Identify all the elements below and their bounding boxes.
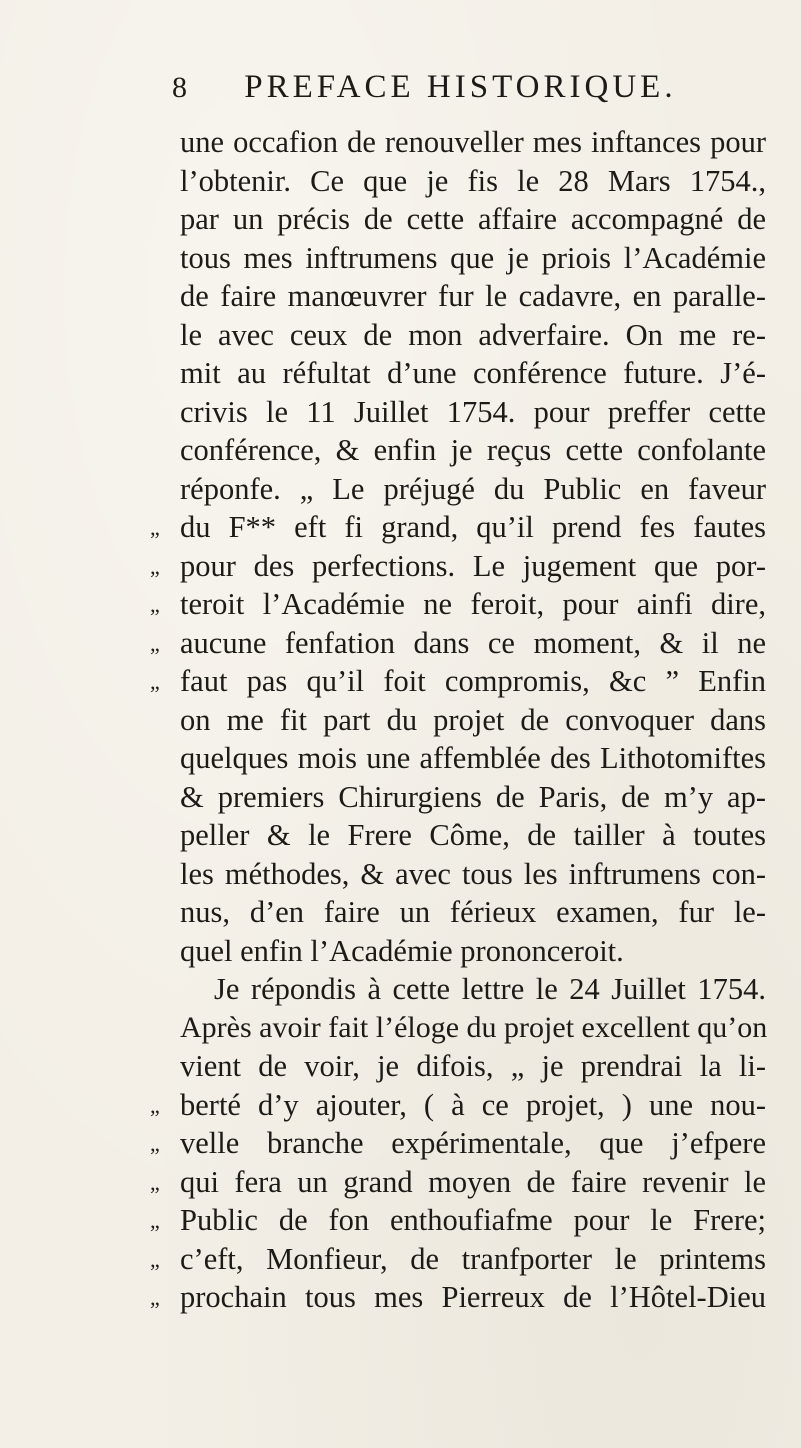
quotation-mark: „ (150, 1169, 160, 1195)
line-text: qui fera un grand moyen de faire revenir le (180, 1164, 766, 1199)
line-text: une occafion de renouveller mes inftances pour (180, 125, 766, 159)
line-text: berté d’y ajouter, ( à ce projet, ) une nou- (180, 1087, 766, 1122)
quotation-mark: „ (150, 630, 160, 656)
line-text: on me fit part du projet de convoquer dans (180, 702, 766, 737)
quotation-mark: „ (150, 669, 160, 694)
line-text: nus, d’en faire un férieux examen, fur le- (180, 895, 766, 929)
line-text: conférence, & enfin je reçus cette confolante (180, 433, 766, 467)
text-line (180, 470, 766, 509)
line-text: pour des perfections. Le jugement que por- (180, 548, 766, 583)
text-line (180, 277, 766, 316)
text-line (180, 970, 766, 1009)
text-line (180, 431, 766, 470)
text-line (150, 547, 766, 586)
text-line (180, 1047, 766, 1086)
line-text: le avec ceux de mon adverfaire. On me re- (180, 317, 766, 352)
quotation-mark: „ (150, 1131, 160, 1156)
text-line (150, 585, 766, 624)
text-line (180, 316, 766, 355)
text-line (150, 1278, 766, 1317)
line-text: peller & le Frere Côme, de tailler à toutes (180, 818, 766, 852)
text-line (150, 1240, 766, 1279)
line-text: l’obtenir. Ce que je fis le 28 Mars 1754., (180, 163, 766, 198)
line-text: par un précis de cette affaire accompagné de (180, 202, 766, 236)
text-line (180, 123, 766, 162)
page-header (172, 62, 692, 112)
text-line (180, 354, 766, 393)
line-text: & premiers Chirurgiens de Paris, de m’y ap- (180, 779, 766, 814)
line-text: quel enfin l’Académie prononceroit. (180, 933, 624, 968)
body-text (150, 123, 768, 1317)
text-line (180, 1009, 766, 1048)
line-text: du F** eft fi grand, qu’il prend fes fautes (180, 510, 766, 544)
line-text: Je répondis à cette lettre le 24 Juillet 1754. (214, 972, 766, 1006)
text-line (180, 739, 766, 778)
line-text: Public de fon enthoufiafme pour le Frere; (180, 1203, 766, 1237)
text-line (180, 778, 766, 817)
quotation-mark: „ (150, 592, 160, 617)
line-text: les méthodes, & avec tous les inftrumens con- (180, 856, 766, 891)
line-text: vient de voir, je difois, „ je prendrai la li- (180, 1049, 766, 1083)
text-line (180, 932, 766, 971)
line-text: réponfe. „ Le préjugé du Public en faveur (180, 471, 766, 506)
line-text: crivis le 11 Juillet 1754. pour preffer cette (180, 394, 766, 429)
text-line (150, 624, 766, 663)
text-line (180, 393, 766, 432)
line-text: teroit l’Académie ne feroit, pour ainfi dire, (180, 587, 766, 621)
line-text: quelques mois une affemblée des Lithotomiftes (180, 741, 766, 775)
line-text: Après avoir fait l’éloge du projet excellent qu’on (180, 1010, 768, 1044)
text-line (150, 508, 766, 547)
text-line (150, 662, 766, 701)
text-line (180, 893, 766, 932)
page-number: 8 (172, 71, 187, 104)
quotation-mark: „ (150, 1285, 160, 1310)
line-text: mit au réfultat d’une conférence future. J’é- (180, 356, 766, 390)
text-line (150, 1163, 766, 1202)
text-line (180, 855, 766, 894)
text-line (180, 239, 766, 278)
text-line (150, 1201, 766, 1240)
text-line (180, 200, 766, 239)
quotation-mark: „ (150, 553, 160, 579)
quotation-mark: „ (150, 1246, 160, 1272)
text-line (150, 1086, 766, 1125)
quotation-mark: „ (150, 1208, 160, 1233)
running-title: PREFACE HISTORIQUE. (244, 69, 677, 105)
line-text: de faire manœuvrer fur le cadavre, en paralle- (180, 279, 766, 313)
text-line (180, 701, 766, 740)
text-line (150, 1124, 766, 1163)
quotation-mark: „ (150, 515, 160, 540)
line-text: c’eft, Monfieur, de tranfporter le printems (180, 1241, 766, 1276)
line-text: aucune fenfation dans ce moment, & il ne (180, 625, 766, 660)
text-line (180, 816, 766, 855)
line-text: velle branche expérimentale, que j’efpere (180, 1126, 766, 1160)
line-text: faut pas qu’il foit compromis, &c ” Enfin (180, 664, 766, 698)
line-text: prochain tous mes Pierreux de l’Hôtel-Dieu (180, 1280, 766, 1314)
line-text: tous mes inftrumens que je priois l’Académie (180, 240, 766, 275)
quotation-mark: „ (150, 1092, 160, 1118)
text-line (180, 162, 766, 201)
